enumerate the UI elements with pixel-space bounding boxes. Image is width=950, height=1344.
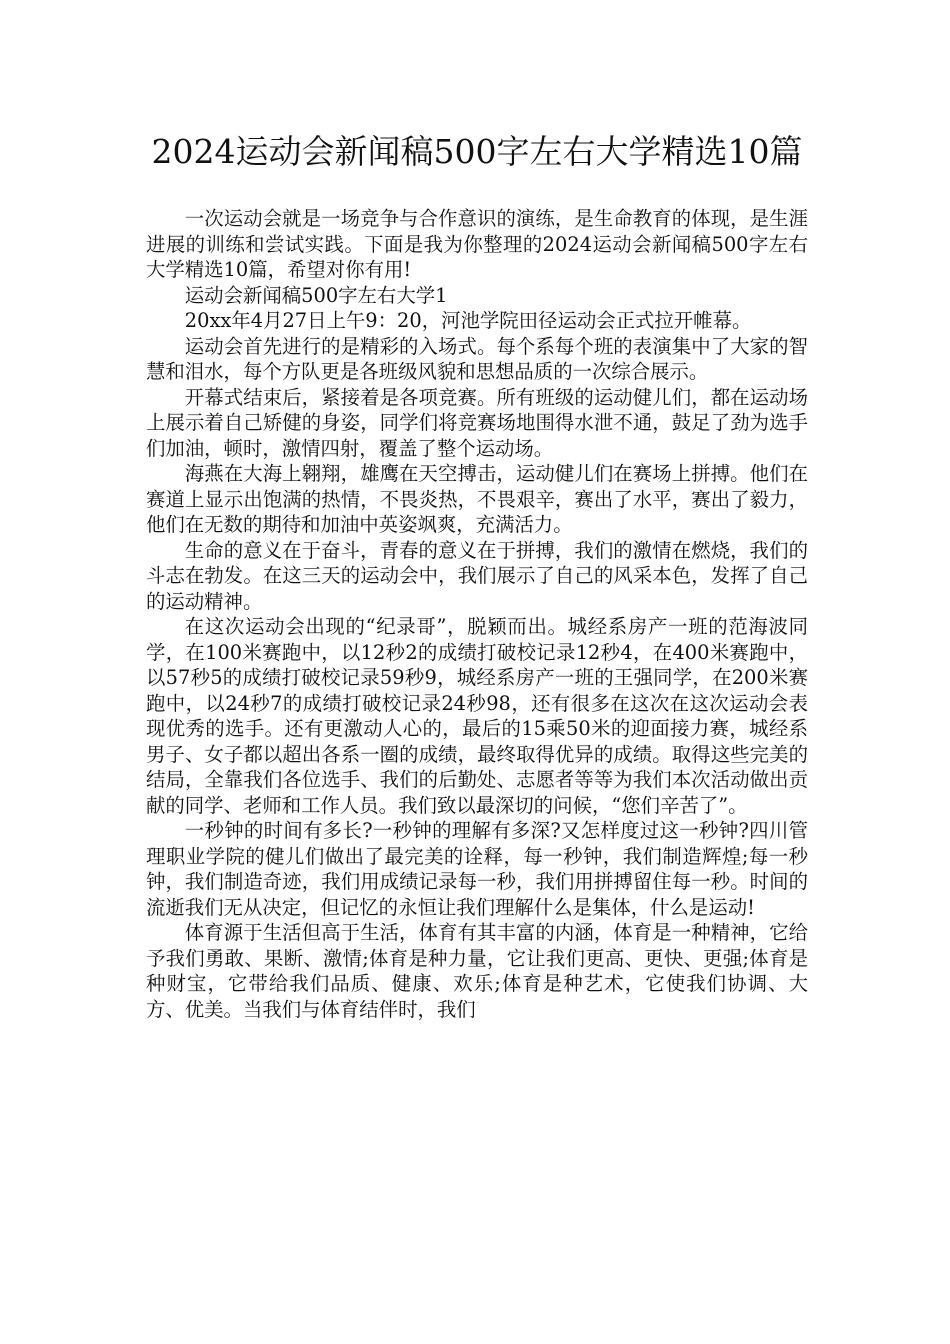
paragraph: 一秒钟的时间有多长?一秒钟的理解有多深?又怎样度过这一秒钟?四川管理职业学院的健儿们做出了最完美的诠释，每一秒钟，我们制造辉煌;每一秒钟，我们制造奇迹，我们用成绩记录每一秒，我们用拼搏留住每一秒。时间的流逝我们无从决定，但记忆的永恒让我们理解什么是集体，什么是运动! — [146, 819, 808, 919]
paragraph: 生命的意义在于奋斗，青春的意义在于拼搏，我们的激情在燃烧，我们的斗志在勃发。在这三天的运动会中，我们展示了自己的风采本色，发挥了自己的运动精神。 — [146, 538, 808, 613]
section-heading: 运动会新闻稿500字左右大学1 — [184, 283, 448, 307]
paragraph: 海燕在大海上翱翔，雄鹰在天空搏击，运动健儿们在赛场上拼搏。他们在赛道上显示出饱满的热情，不畏炎热，不畏艰辛，赛出了水平，赛出了毅力，他们在无数的期待和加油中英姿飒爽，充满活力。 — [146, 462, 808, 536]
document-page — [146, 0, 808, 1022]
paragraph-intro: 一次运动会就是一场竞争与合作意识的演练，是生命教育的体现，是生涯进展的训练和尝试实践。下面是我为你整理的2024运动会新闻稿500字左右大学精选10篇，希望对你有用! — [146, 207, 808, 281]
paragraph: 在这次运动会出现的“纪录哥”，脱颖而出。城经系房产一班的范海波同学，在100米赛跑中，以12秒2的成绩打破校记录12秒4，在400米赛跑中，以57秒5的成绩打破校记录59秒9，城经系房产一班的王强同学，在200米赛跑中，以24秒7的成绩打破校记录24秒98，还有很多在这次在这次运动会表现优秀的选手。还有更激动人心的，最后的15乘50米的迎面接力赛，城经系男子、女子都以超出各系一圈的成绩，最终取得优异的成绩。取得这些完美的结局，全靠我们各位选手、我们的后勤处、志愿者等等为我们本次活动做出贡献的同学、老师和工作人员。我们致以最深切的问候，“您们辛苦了”。 — [146, 615, 808, 817]
paragraph: 开幕式结束后，紧接着是各项竞赛。所有班级的运动健儿们，都在运动场上展示着自己矫健的身姿，同学们将竞赛场地围得水泄不通，鼓足了劲为选手们加油，顿时，激情四射，覆盖了整个运动场。 — [146, 385, 808, 460]
document-body — [146, 206, 808, 1022]
document-title: 2024运动会新闻稿500字左右大学精选10篇 — [151, 132, 803, 171]
paragraph: 体育源于生活但高于生活，体育有其丰富的内涵，体育是一种精神，它给予我们勇敢、果断、激情;体育是种力量，它让我们更高、更快、更强;体育是种财宝，它带给我们品质、健康、欢乐;体育是种艺术，它使我们协调、大方、优美。当我们与体育结伴时，我们 — [146, 921, 808, 1021]
paragraph: 运动会首先进行的是精彩的入场式。每个系每个班的表演集中了大家的智慧和泪水，每个方队更是各班级风貌和思想品质的一次综合展示。 — [146, 334, 808, 383]
paragraph: 20xx年4月27日上午9：20，河池学院田径运动会正式拉开帷幕。 — [184, 309, 752, 332]
